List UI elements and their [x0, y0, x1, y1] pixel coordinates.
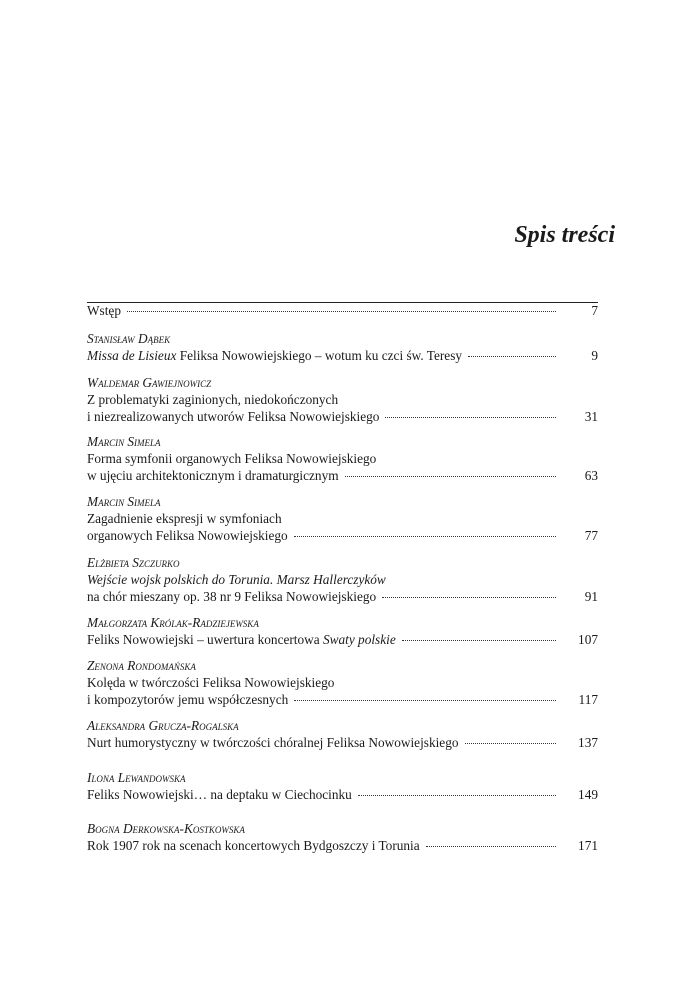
page-number: 31	[584, 409, 598, 424]
page-number: 77	[584, 528, 598, 543]
page-number: 137	[578, 735, 598, 750]
leader-dots	[127, 311, 556, 312]
toc-entry	[87, 717, 598, 751]
leader-dots	[402, 640, 556, 641]
leader-dots	[358, 795, 556, 796]
leader-dots	[465, 743, 557, 744]
page-number: 9	[591, 348, 598, 363]
entry-author: Waldemar Gawiejnowicz	[87, 375, 212, 390]
entry-title: Feliks Nowowiejski… na deptaku w Ciechocinku	[87, 787, 352, 802]
leader-dots	[294, 536, 556, 537]
page-number: 7	[591, 303, 598, 318]
entry-author: Zenona Rondomańska	[87, 658, 196, 673]
entry-title: Rok 1907 rok na scenach koncertowych Bydgoszczy i Torunia	[87, 838, 420, 853]
entry-title: i niezrealizowanych utworów Feliksa Nowowiejskiego	[87, 409, 380, 424]
entry-title-line: Z problematyki zaginionych, niedokończonych	[87, 392, 339, 407]
toc-entry	[87, 302, 598, 319]
entry-title: Nurt humorystyczny w twórczości chóralnej Feliksa Nowowiejskiego	[87, 735, 459, 750]
toc-entry	[87, 493, 598, 544]
toc-entry	[87, 657, 598, 708]
entry-author: Bogna Derkowska-Kostkowska	[87, 821, 245, 836]
entry-title: na chór mieszany op. 38 nr 9 Feliksa Nowowiejskiego	[87, 589, 377, 604]
entry-title: i kompozytorów jemu współczesnych	[87, 692, 289, 707]
entry-author: Marcin Simela	[87, 434, 161, 449]
leader-dots	[382, 597, 556, 598]
page-number: 107	[578, 632, 598, 647]
toc-entry	[87, 769, 598, 803]
page-title: Spis treści	[514, 222, 615, 248]
leader-dots	[294, 700, 556, 701]
entry-author: Ilona Lewandowska	[87, 770, 186, 785]
entry-author: Marcin Simela	[87, 494, 161, 509]
entry-author: Aleksandra Grucza-Rogalska	[87, 718, 239, 733]
leader-dots	[385, 417, 556, 418]
entry-title-line: Wejście wojsk polskich do Torunia. Marsz Hallerczyków	[87, 572, 386, 587]
toc-entry	[87, 820, 598, 854]
page-number: 63	[584, 468, 598, 483]
entry-title-line: Kolęda w twórczości Feliksa Nowowiejskiego	[87, 675, 335, 690]
entry-title-line: Zagadnienie ekspresji w symfoniach	[87, 511, 282, 526]
entry-author: Stanisław Dąbek	[87, 331, 171, 346]
toc-entry	[87, 614, 598, 648]
page-number: 171	[578, 838, 598, 853]
toc-entry	[87, 554, 598, 605]
entry-title: organowych Feliksa Nowowiejskiego	[87, 528, 288, 543]
page-number: 117	[578, 692, 598, 707]
page-number: 149	[578, 787, 598, 802]
entry-title: Wstęp	[87, 303, 121, 318]
entry-author: Elżbieta Szczurko	[87, 555, 180, 570]
entry-author: Małgorzata Królak-Radziejewska	[87, 615, 259, 630]
entry-title: Missa de Lisieux Feliksa Nowowiejskiego – wotum ku czci św. Teresy	[87, 348, 463, 363]
toc-entry	[87, 433, 598, 484]
entry-title: Feliks Nowowiejski – uwertura koncertowa Swaty polskie	[87, 632, 396, 647]
leader-dots	[468, 356, 556, 357]
page-number: 91	[584, 589, 598, 604]
leader-dots	[426, 846, 556, 847]
toc-entry	[87, 374, 598, 425]
entry-title-line: Forma symfonii organowych Feliksa Nowowiejskiego	[87, 451, 377, 466]
leader-dots	[345, 476, 556, 477]
toc-entry	[87, 330, 598, 364]
entry-title: w ujęciu architektonicznym i dramaturgicznym	[87, 468, 339, 483]
